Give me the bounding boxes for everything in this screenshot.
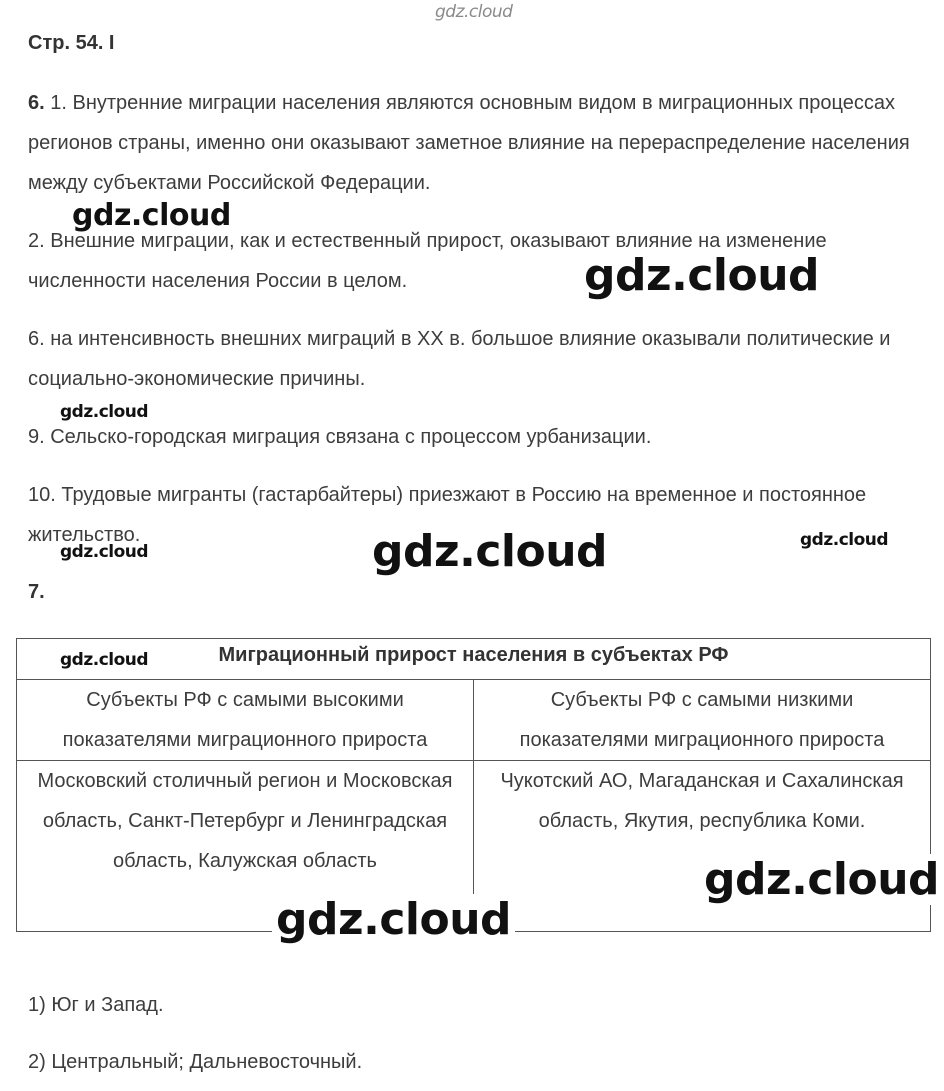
table-header-low: Субъекты РФ с самыми низкими показателями миграционного прироста [474, 680, 931, 761]
task6-item-4: 9. Сельско-городская миграция связана с процессом урбанизации. [28, 426, 652, 448]
watermark: gdz.cloud [372, 526, 608, 577]
table-header-high: Субъекты РФ с самыми высокими показателями миграционного прироста [17, 680, 474, 761]
watermark: gdz.cloud [272, 894, 515, 945]
task7-number: 7. [28, 581, 45, 603]
task6-number: 6. [28, 92, 45, 114]
table-cell-low: Чукотский АО, Магаданская и Сахалинская область, Якутия, республика Коми. [474, 761, 931, 932]
task6-item-2: 2. Внешние миграции, как и естественный прирост, оказывают влияние на изменение численности населения России в целом. [28, 230, 827, 292]
watermark: gdz.cloud [700, 854, 943, 905]
answer-1: 1) Юг и Запад. [28, 994, 164, 1016]
watermark: gdz.cloud [72, 198, 231, 233]
watermark-top: gdz.cloud [435, 2, 513, 22]
table-title: Миграционный прирост населения в субъектах РФ [17, 639, 931, 680]
task6-item-5: 10. Трудовые мигранты (гастарбайтеры) приезжают в Россию на временное и постоянное жительство. [28, 484, 867, 546]
watermark: gdz.cloud [800, 530, 889, 550]
watermark: gdz.cloud [60, 402, 149, 422]
table-cell-high: Московский столичный регион и Московская область, Санкт-Петербург и Ленинградская область, Калужская область [17, 761, 474, 932]
answer-2: 2) Центральный; Дальневосточный. [28, 1051, 363, 1073]
watermark: gdz.cloud [584, 250, 820, 301]
task6-item-1 [28, 83, 918, 203]
task6-item-3: 6. на интенсивность внешних миграций в XX в. большое влияние оказывали политические и социально-экономические причины. [28, 328, 891, 390]
watermark: gdz.cloud [60, 542, 149, 562]
page-label: Стр. 54. I [28, 32, 115, 54]
task6-item-text: 1. Внутренние миграции населения являются основным видом в миграционных процессах регионов страны, именно они оказывают заметное влияние на перераспределение населения между субъектами Российской Федерации. [28, 92, 910, 194]
watermark: gdz.cloud [60, 650, 149, 670]
